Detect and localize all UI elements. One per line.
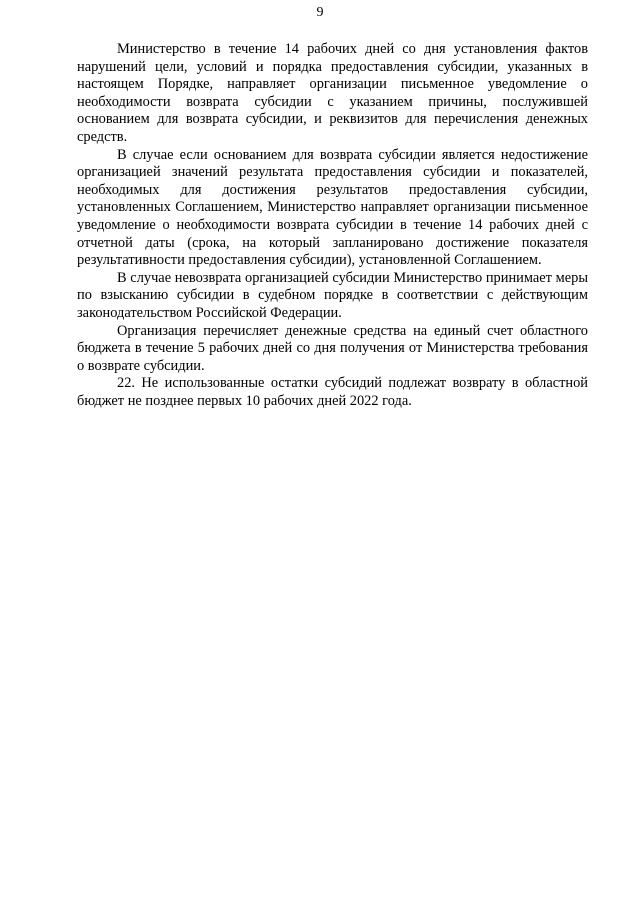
paragraph-return-notice: Министерство в течение 14 рабочих дней со дня установления фактов нарушений цели, условий и порядка предоставления субсидии, указанных в настоящем Порядке, направляет организации письменное уведомление о необходимости возврата субсидии с указанием причины, послужившей основанием для возврата субсидии, и реквизитов для перечисления денежных средств.: [77, 41, 588, 145]
document-body: [77, 41, 588, 410]
paragraph-unused-balances: 22. Не использованные остатки субсидий подлежат возврату в областной бюджет не позднее первых 10 рабочих дней 2022 года.: [77, 375, 588, 409]
paragraph-transfer-to-budget: Организация перечисляет денежные средства на единый счет областного бюджета в течение 5 рабочих дней со дня получения от Министерства требования о возврате субсидии.: [77, 322, 588, 374]
page-number: 9: [316, 5, 324, 20]
paragraph-result-not-achieved: В случае если основанием для возврата субсидии является недостижение организацией значений результата предоставления субсидии и показателей, необходимых для достижения результатов предоставления субсидии, установленных Соглашением, Министерство направляет организации письменное уведомление о необходимости возврата субсидии в течение 14 рабочих дней с отчетной даты (срока, на который запланировано достижение показателя результативности предоставления субсидии), установленной Соглашением.: [77, 146, 588, 269]
paragraph-judicial-recovery: В случае невозврата организацией субсидии Министерство принимает меры по взысканию субсидии в судебном порядке в соответствии с действующим законодательством Российской Федерации.: [77, 269, 588, 321]
